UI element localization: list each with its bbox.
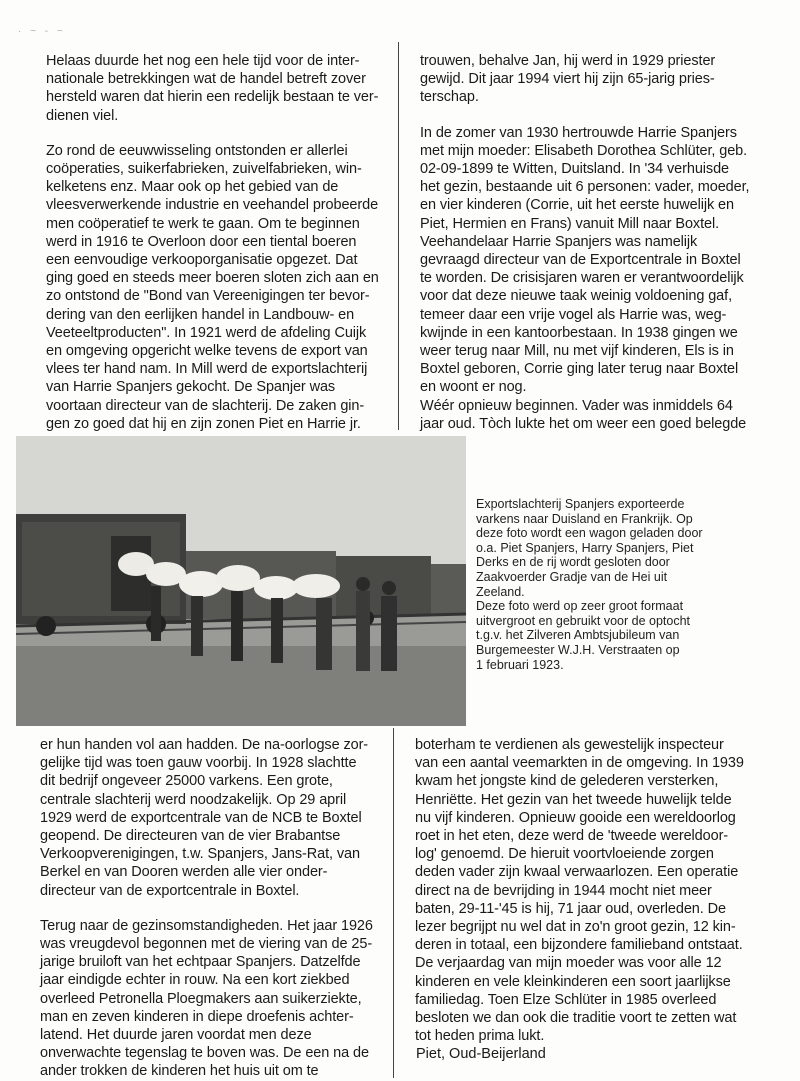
text-line: Zo rond de eeuwwisseling ontstonden er allerlei [46, 142, 348, 159]
text-line: van Harrie Spanjers gekocht. De Spanjer was [46, 379, 336, 396]
text-line: nu vijf kinderen. Opnieuw gooide een wereldoorlog [415, 809, 736, 826]
text-line: men coöperatief te werk te gaan. Om te beginnen [46, 215, 360, 232]
text-line: coöperaties, suikerfabrieken, zuivelfabrieken, win- [46, 161, 362, 178]
text-line: trouwen, behalve Jan, hij werd in 1929 priester [420, 53, 716, 69]
text-line: Piet, Hermien en Frans) vanuit Mill naar Boxtel. [420, 215, 720, 232]
column-bottom-right [415, 736, 760, 1045]
text-line: roet in het eten, deze werd de 'tweede wereldoor- [415, 828, 729, 845]
text-line: was vreugdevol begonnen met de viering van de 25- [40, 936, 373, 953]
paragraph [415, 736, 760, 1045]
text-line: te worden. De crisisjaren waren er verantwoordelijk [420, 270, 744, 287]
text-line: Exportslachterij Spanjers exporteerde [476, 497, 685, 511]
text-line: Henriëtte. Het gezin van het tweede huwelijk telde [415, 791, 732, 808]
text-line: De verjaardag van mijn moeder was voor alle 12 [415, 955, 722, 972]
text-line: Wéér opnieuw beginnen. Vader was inmiddels 64 [420, 397, 733, 414]
text-line: direct na de bevrijding in 1944 mocht niet meer [415, 882, 712, 899]
text-line: ander trokken de kinderen het huis uit om te [40, 1063, 319, 1080]
text-line: Verkoopverenigingen, t.w. Spanjers, Jans-Rat, van [40, 846, 360, 863]
text-line: en woont er nog. [420, 379, 527, 396]
text-line: kinderen en vele kleinkinderen een soort jaarlijkse [415, 973, 731, 990]
text-line: lezer begrijpt nu wel dat in zo'n groot gezin, 12 kin- [415, 919, 736, 936]
text-line: jarige bruiloft van het echtpaar Spanjers. Datzelfde [40, 954, 361, 971]
text-line: Terug naar de gezinsomstandigheden. Het jaar 1926 [40, 917, 373, 934]
text-line: terschap. [420, 89, 479, 106]
text-line: latend. Het duurde jaren voordat men deze [40, 1027, 312, 1044]
text-line: Berkel en van Dooren werden alle vier onder- [40, 864, 328, 881]
text-line: vlees ter hand nam. In Mill werd de exportslachterij [46, 361, 368, 378]
text-line: deren in totaal, een bijzondere familieband ontstaat. [415, 937, 743, 954]
text-line: Deze foto werd op zeer groot formaat [476, 599, 684, 614]
text-line: 1 februari 1923. [476, 657, 564, 672]
text-line: er hun handen vol aan hadden. De na-oorlogse zor- [40, 737, 369, 753]
column-divider [393, 728, 394, 1078]
text-line: tot heden prima lukt. [415, 1028, 545, 1045]
text-line: temeer daar een vrije vogel als Harrie was, weg- [420, 306, 727, 323]
text-line: met mijn moeder: Elisabeth Dorothea Schlüter, geb. [420, 142, 748, 159]
text-line: baten, 29-11-'45 is hij, 71 jaar oud, overleden. De [415, 900, 726, 917]
text-line: t.g.v. het Zilveren Ambtsjubileum van [476, 628, 680, 643]
paragraph [40, 917, 380, 1081]
text-line: onverwachte tegenslag te boven was. De een na de [40, 1045, 369, 1062]
paragraph [46, 142, 386, 433]
text-line: dit bedrijf ongeveer 25000 varkens. Een grote, [40, 773, 333, 790]
text-line: weer terug naar Mill, nu met vijf kinderen, Els is in [420, 343, 734, 360]
text-line: van een aantal veemarkten in de omgeving. In 1939 [415, 755, 744, 772]
text-line: kwijnde in een kantoorbestaan. In 1938 gingen we [420, 324, 738, 341]
paragraph [40, 736, 380, 900]
text-line: overleed Petronella Ploegmakers aan suikerziekte, [40, 990, 362, 1007]
text-line: geopend. De directeuren van de vier Brabantse [40, 828, 341, 845]
text-line: boterham te verdienen als gewestelijk inspecteur [415, 737, 724, 753]
column-bottom-left [40, 736, 380, 1081]
text-line: het gezin, bestaande uit 6 personen: vader, moeder, [420, 179, 750, 196]
paragraph [46, 52, 386, 125]
text-line: gen zo goed dat hij en zijn zonen Piet en Harrie jr. [46, 415, 361, 432]
text-line: 1929 werd de exportcentrale van de NCB te Boxtel [40, 809, 362, 826]
text-line: besloten we dan ook die traditie voort te zetten wat [415, 1010, 737, 1027]
text-line: voor dat deze nieuwe taak weinig voldoening gaf, [420, 288, 732, 305]
text-line: dering van den eerlijken handel in Landbouw- en [46, 306, 355, 323]
text-line: en vier kinderen (Corrie, uit het eerste huwelijk en [420, 197, 734, 214]
text-line: log' genoemd. De hieruit voortvloeiende zorgen [415, 846, 714, 863]
text-line: en omgeving opgericht welke tevens de export van [46, 343, 368, 360]
text-line: ging goed en steeds meer boeren sloten zich aan en [46, 270, 379, 287]
text-line: vleesverwerkende industrie en veehandel probeerde [46, 197, 379, 214]
text-line: hersteld waren dat hierin een redelijk bestaan te ver- [46, 89, 379, 106]
text-line: 02-09-1899 te Witten, Duitsland. In '34 verhuisde [420, 161, 729, 178]
text-line: o.a. Piet Spanjers, Harry Spanjers, Piet [476, 540, 694, 555]
text-line: varkens naar Duisland en Frankrijk. Op [476, 511, 693, 526]
historic-photo-wagon-loading [16, 436, 466, 726]
text-line: uitvergroot en gebruikt voor de optocht [476, 613, 691, 628]
text-line: werd in 1916 te Overloon door een tiental boeren [46, 233, 357, 250]
author-signature: Piet, Oud-Beijerland [416, 1046, 546, 1062]
text-line: directeur van de exportcentrale in Boxtel. [40, 882, 300, 899]
text-line: voortaan directeur van de slachterij. De zaken gin- [46, 397, 365, 414]
text-line: gewijd. Dit jaar 1994 viert hij zijn 65-jarig pries- [420, 71, 715, 88]
column-top-right [420, 52, 765, 433]
column-top-left [46, 52, 386, 433]
text-line: Boxtel geboren, Corrie ging later terug naar Boxtel [420, 361, 739, 378]
paragraph [420, 124, 765, 433]
text-line: Burgemeester W.J.H. Verstraaten op [476, 642, 680, 657]
text-line: Veeteeltproducten". In 1921 werd de afdeling Cuijk [46, 324, 367, 341]
scan-mark: · ~ - ~ [18, 26, 66, 37]
text-line: jaar oud. Tòch lukte het om weer een goed belegde [420, 415, 747, 432]
text-line: kelketens enz. Maar ook op het gebied van de [46, 179, 339, 196]
text-line: gelijke tijd was toen gauw voorbij. In 1928 slachtte [40, 755, 357, 772]
text-line: familiedag. Toen Elze Schlüter in 1985 overleed [415, 991, 717, 1008]
text-line: zo ontstond de "Bond van Vereenigingen ter bevor- [46, 288, 370, 305]
text-line: deze foto wordt een wagon geladen door [476, 526, 703, 541]
paragraph [420, 52, 765, 107]
photo-illustration [16, 436, 466, 726]
text-line: deden vader zijn kwaal verwaarlozen. Een operatie [415, 864, 739, 881]
text-line: Zeeland. [476, 584, 525, 599]
text-line: jaar eindigde echter in rouw. Na een kort ziekbed [40, 972, 350, 989]
text-line: dienen viel. [46, 107, 119, 124]
text-line: In de zomer van 1930 hertrouwde Harrie Spanjers [420, 124, 737, 141]
text-line: man en zeven kinderen in diepe droefenis achter- [40, 1008, 354, 1025]
text-line: een eenvoudige verkooporganisatie opgezet. Dat [46, 252, 358, 269]
photo-caption [476, 497, 776, 672]
column-divider [398, 42, 399, 430]
text-line: nationale betrekkingen wat de handel betreft zover [46, 71, 366, 88]
text-line: Derks en de rij wordt gesloten door [476, 555, 670, 570]
text-line: centrale slachterij werd noodzakelijk. Op 29 april [40, 791, 347, 808]
text-line: Veehandelaar Harrie Spanjers was namelijk [420, 233, 698, 250]
text-line: Helaas duurde het nog een hele tijd voor de inter- [46, 53, 360, 69]
text-line: kwam het jongste kind de gelederen versterken, [415, 773, 719, 790]
text-line: Zaakvoerder Gradje van de Hei uit [476, 569, 668, 584]
text-line: gevraagd directeur van de Exportcentrale in Boxtel [420, 252, 741, 269]
